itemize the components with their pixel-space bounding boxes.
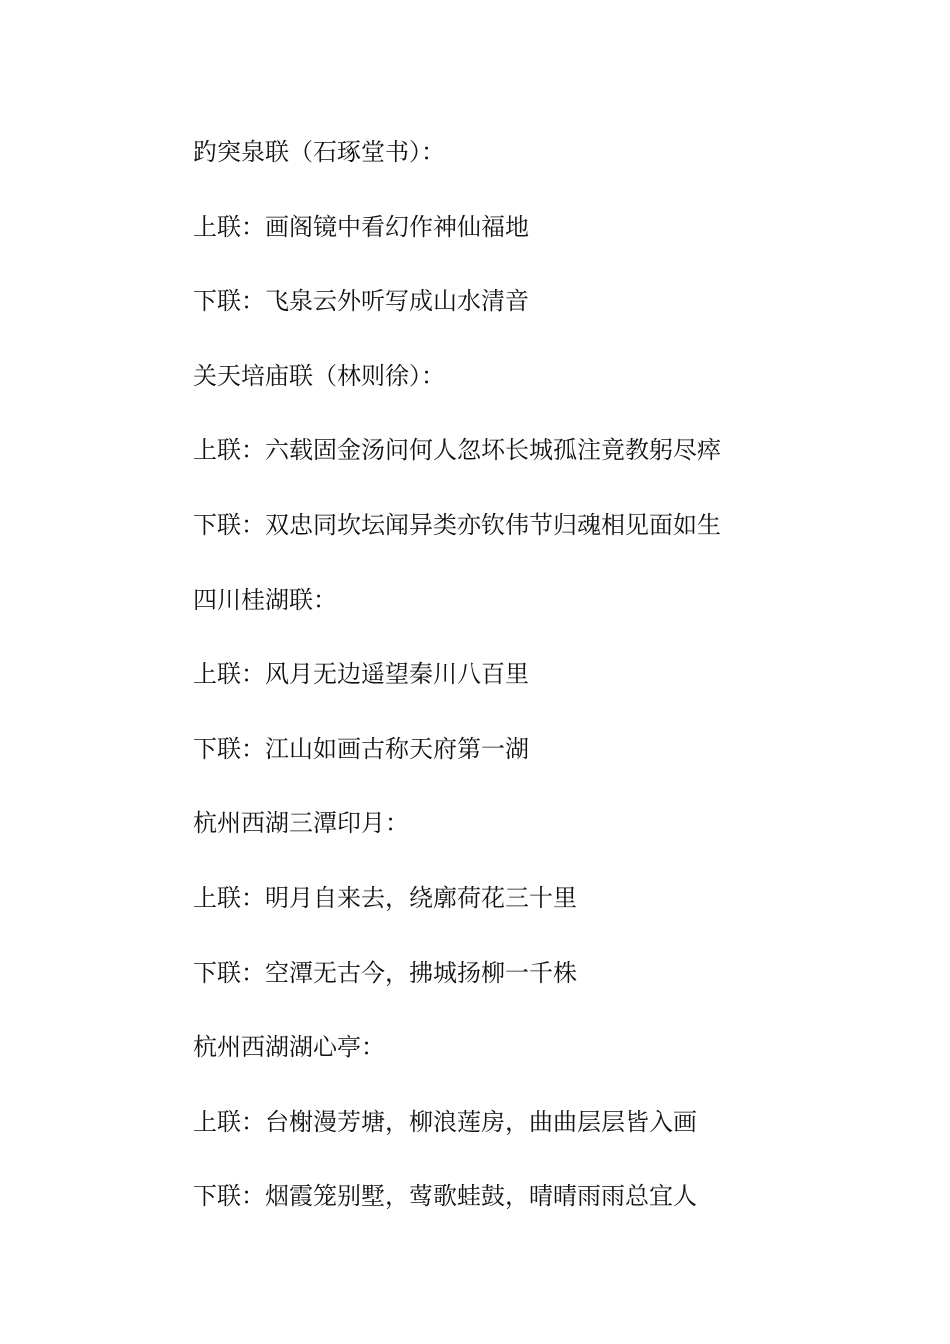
couplet-second-line: 下联：双忠同坎坛闻异类亦钦伟节归魂相见面如生 (193, 510, 721, 539)
couplet-second-line: 下联：烟霞笼别墅，莺歌蛙鼓，晴晴雨雨总宜人 (193, 1182, 697, 1211)
heading-three-pools: 杭州西湖三潭印月： (193, 809, 409, 838)
document-body (193, 132, 893, 1251)
heading-baotu-spring: 趵突泉联（石琢堂书）： (193, 138, 445, 166)
heading-sichuan-guihu: 四川桂湖联： (193, 585, 337, 614)
heading-lake-heart-pavilion: 杭州西湖湖心亭： (193, 1033, 385, 1062)
couplet-first-line: 上联：风月无边遥望秦川八百里 (193, 660, 529, 689)
heading-guan-tianpei-temple: 关天培庙联（林则徐）： (193, 361, 445, 390)
couplet-second-line: 下联：飞泉云外听写成山水清音 (193, 287, 529, 316)
couplet-first-line: 上联：明月自来去，绕廓荷花三十里 (193, 883, 577, 912)
couplet-first-line: 上联：画阁镜中看幻作神仙福地 (193, 212, 529, 241)
couplet-second-line: 下联：江山如画古称天府第一湖 (193, 734, 529, 763)
couplet-first-line: 上联：六载固金汤问何人忽坏长城孤注竟教躬尽瘁 (193, 436, 721, 465)
couplet-first-line: 上联：台榭漫芳塘，柳浪莲房，曲曲层层皆入画 (193, 1107, 697, 1136)
couplet-second-line: 下联：空潭无古今，拂城扬柳一千株 (193, 958, 577, 987)
